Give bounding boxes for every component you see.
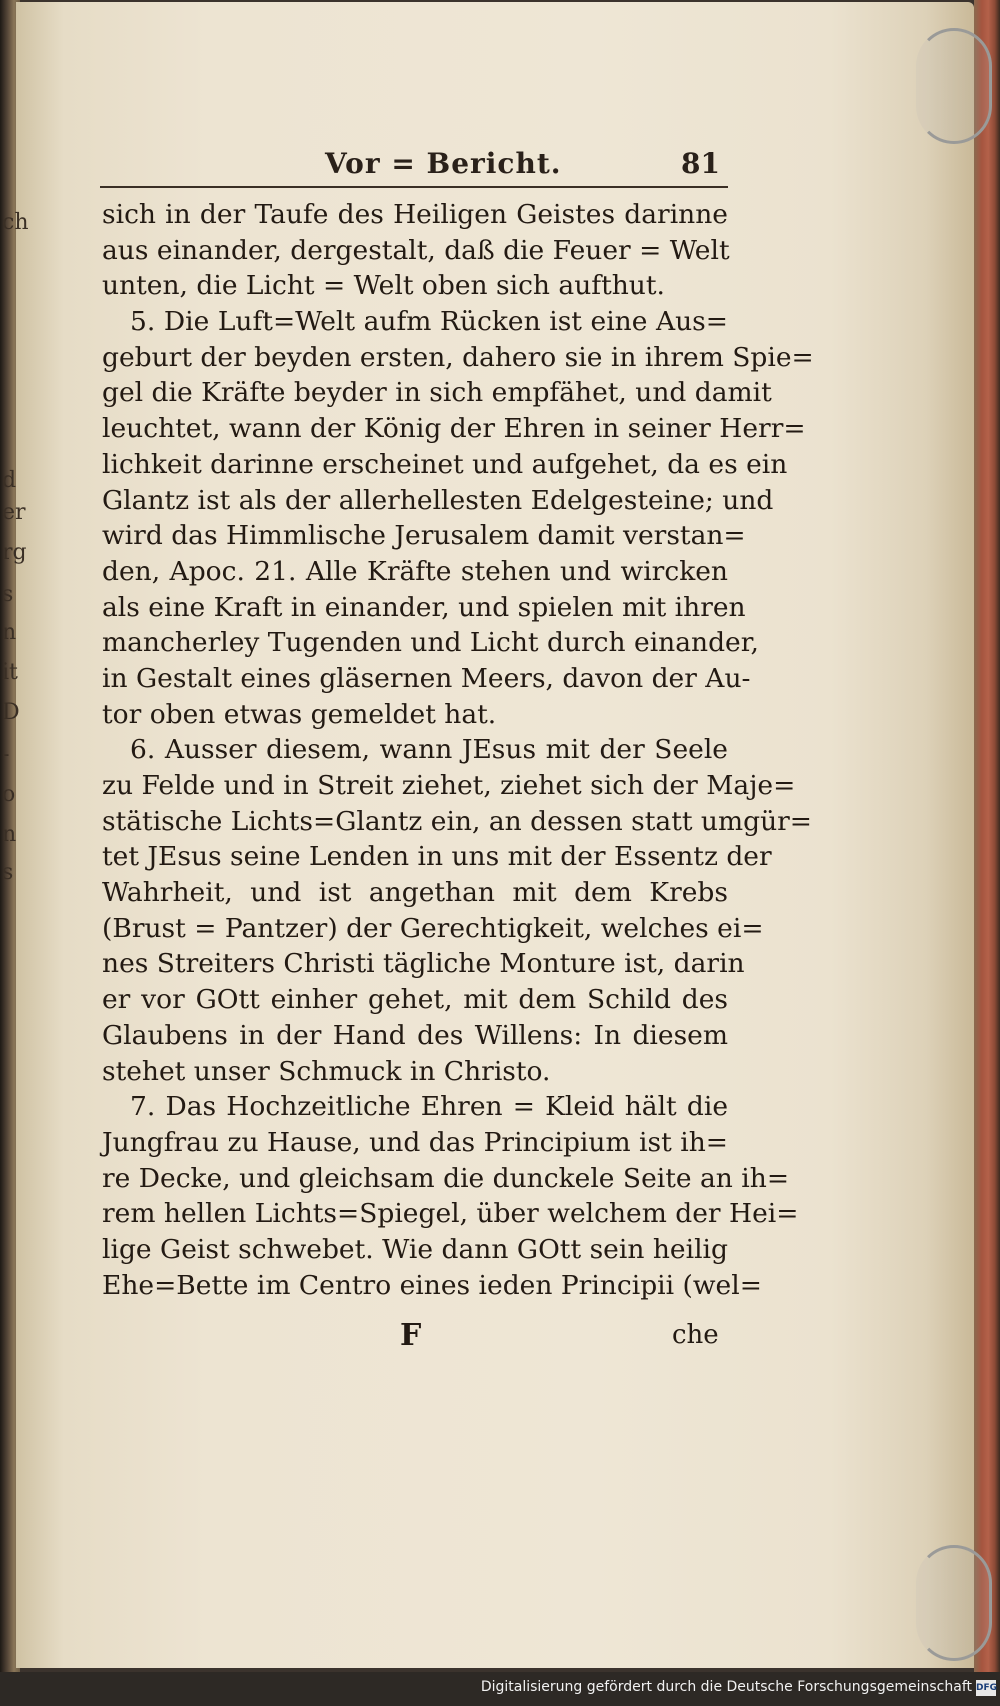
page-clip-bottom xyxy=(916,1545,992,1661)
text-line: 6. Ausser diesem, wann JEsus mit der Seele xyxy=(130,734,728,766)
margin-fragment: ch xyxy=(2,210,29,235)
text-line: unten, die Licht = Welt oben sich aufthut. xyxy=(102,270,665,302)
text-line: Wahrheit, und ist angethan mit dem Krebs xyxy=(102,877,728,909)
book-cover-edge xyxy=(974,0,1000,1672)
text-line: nes Streiters Christi tägliche Monture ist, darin xyxy=(102,948,745,980)
text-line: tor oben etwas gemeldet hat. xyxy=(102,698,497,730)
text-line: re Decke, und gleichsam die dunckele Seite an ih= xyxy=(102,1162,790,1194)
margin-fragment: s xyxy=(2,860,14,885)
margin-fragment: D xyxy=(2,700,20,725)
text-line: wird das Himmlische Jerusalem damit verstan= xyxy=(102,520,746,552)
margin-fragment: er xyxy=(2,500,26,525)
text-line: aus einander, dergestalt, daß die Feuer = Welt xyxy=(102,234,730,266)
page-header xyxy=(100,145,720,185)
margin-fragment: n xyxy=(2,822,17,847)
text-line: Glantz ist als der allerhellesten Edelgesteine; und xyxy=(102,484,774,516)
dfg-logo-icon: DFG xyxy=(976,1680,996,1696)
text-line: Glaubens in der Hand des Willens: In diesem xyxy=(102,1019,728,1051)
signature-mark: F xyxy=(400,1318,422,1353)
margin-fragment: d xyxy=(2,468,17,493)
margin-fragment: - xyxy=(2,742,10,767)
text-line: Ehe=Bette im Centro eines ieden Principii (wel= xyxy=(102,1269,762,1301)
text-line: tet JEsus seine Lenden in uns mit der Essentz der xyxy=(102,841,772,873)
page-clip-top xyxy=(916,28,992,144)
text-line: leuchtet, wann der König der Ehren in seiner Herr= xyxy=(102,413,806,445)
text-line: mancherley Tugenden und Licht durch einander, xyxy=(102,627,759,659)
text-line: 5. Die Luft=Welt aufm Rücken ist eine Aus= xyxy=(130,306,728,338)
text-line: sich in der Taufe des Heiligen Geistes darinne xyxy=(102,199,728,230)
text-line: den, Apoc. 21. Alle Kräfte stehen und wircken xyxy=(102,555,728,587)
text-line: in Gestalt eines gläsernen Meers, davon der Au- xyxy=(102,662,751,694)
running-head: Vor = Bericht. xyxy=(325,147,562,180)
text-line: geburt der beyden ersten, dahero sie in ihrem Spie= xyxy=(102,341,814,373)
digitization-footer xyxy=(0,1672,1000,1706)
text-line: stehet unser Schmuck in Christo. xyxy=(102,1055,551,1087)
text-line: 7. Das Hochzeitliche Ehren = Kleid hält die xyxy=(130,1091,728,1123)
text-line: stätische Lichts=Glantz ein, an dessen statt umgür= xyxy=(102,805,813,837)
text-line: als eine Kraft in einander, und spielen mit ihren xyxy=(102,591,746,623)
margin-fragment: n xyxy=(2,620,17,645)
margin-fragment: o xyxy=(2,782,16,807)
page-number: 81 xyxy=(681,147,720,180)
margin-fragment: rg xyxy=(2,540,27,565)
text-line: Jungfrau zu Hause, und das Principium ist ih= xyxy=(102,1126,728,1158)
margin-fragment: s xyxy=(2,582,14,607)
margin-fragment: it xyxy=(2,660,18,685)
header-rule xyxy=(100,186,728,188)
text-line: zu Felde und in Streit ziehet, ziehet sich der Maje= xyxy=(102,770,796,801)
text-line: lige Geist schwebet. Wie dann GOtt sein heilig xyxy=(102,1233,728,1265)
funding-credit: Digitalisierung gefördert durch die Deutsche Forschungsgemeinschaft xyxy=(480,1679,972,1695)
text-line: gel die Kräfte beyder in sich empfähet, und damit xyxy=(102,377,772,409)
body-text xyxy=(102,197,814,1303)
text-line: rem hellen Lichts=Spiegel, über welchem der Hei= xyxy=(102,1198,799,1230)
catchword: che xyxy=(672,1320,719,1350)
text-line: lichkeit darinne erscheinet und aufgehet, da es ein xyxy=(102,448,788,480)
text-line: er vor GOtt einher gehet, mit dem Schild des xyxy=(102,984,728,1016)
text-line: (Brust = Pantzer) der Gerechtigkeit, welches ei= xyxy=(102,912,764,944)
